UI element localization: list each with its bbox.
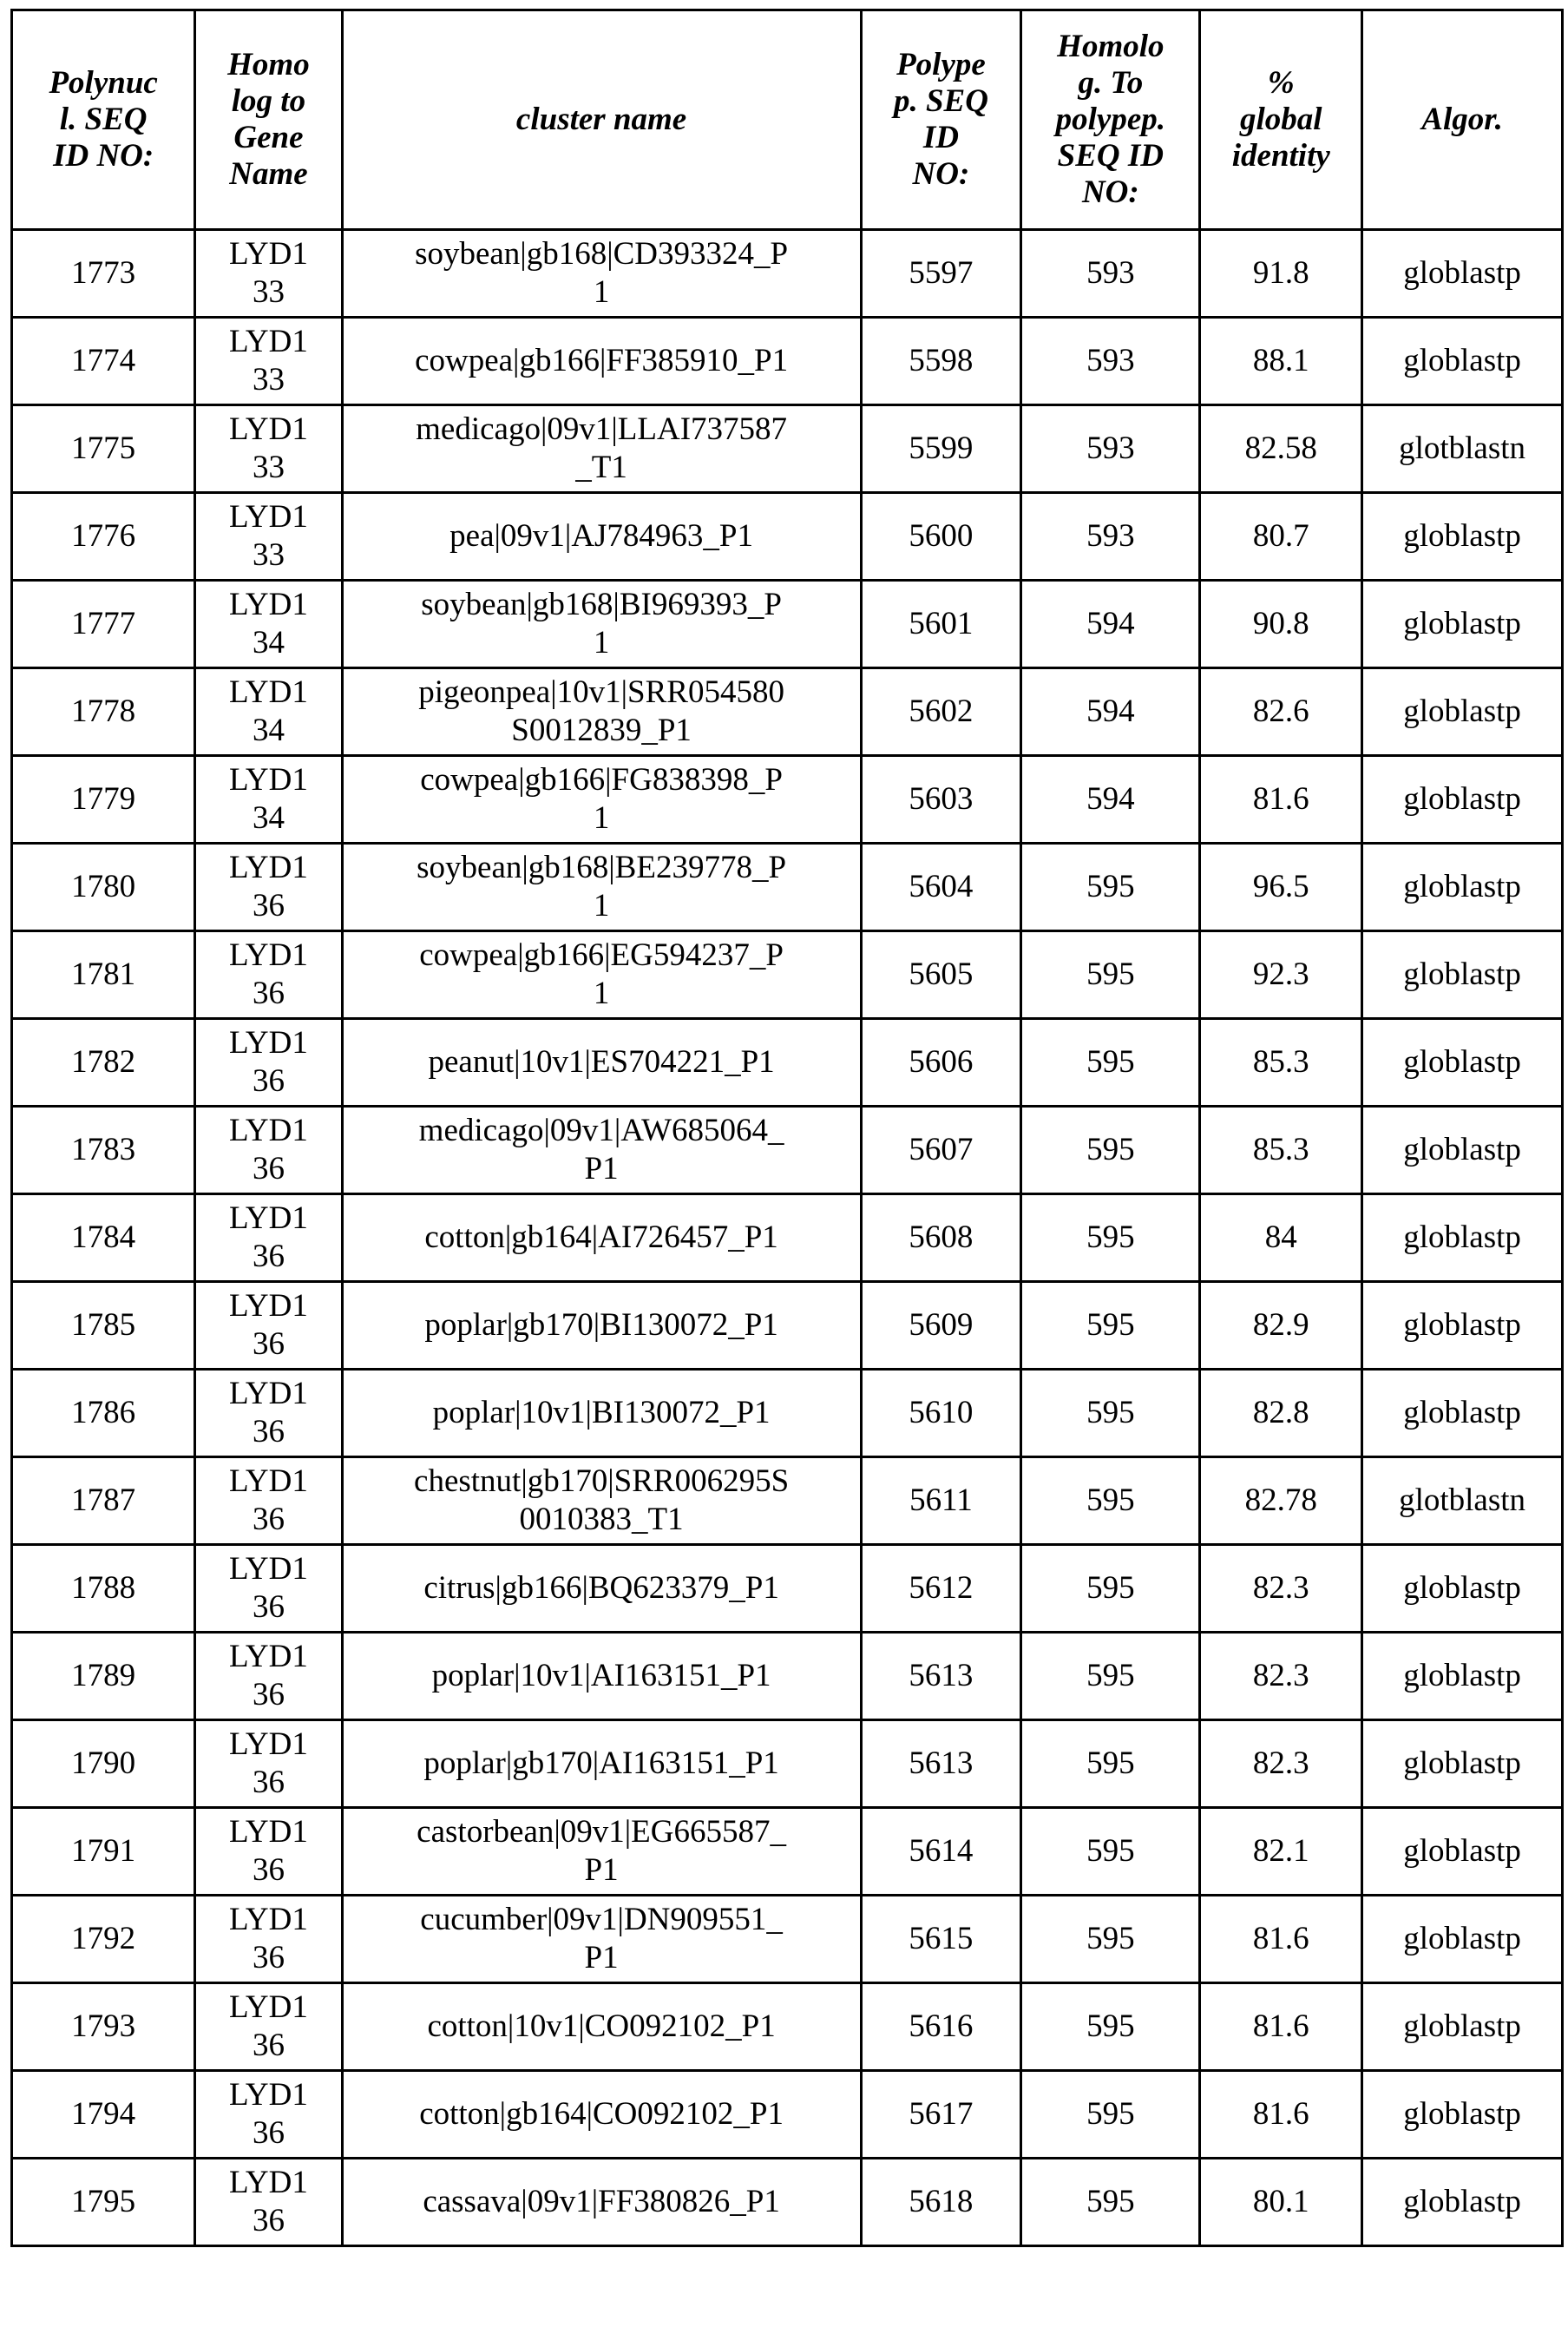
polypeptide-seq-id-cell: 5603 <box>861 756 1021 844</box>
polypeptide-seq-id-cell: 5606 <box>861 1019 1021 1107</box>
cluster-name-cell-line: medicago|09v1|AW685064_ <box>418 1113 784 1148</box>
gene-name-cell-line: LYD1 <box>229 1639 308 1674</box>
polynucleotide-seq-id-cell: 1789 <box>12 1633 195 1720</box>
table-row <box>12 1720 1563 1808</box>
cluster-name-cell <box>342 1983 861 2071</box>
gene-name-cell <box>195 581 342 668</box>
polypeptide-seq-id-cell: 5602 <box>861 668 1021 756</box>
polynucleotide-seq-id-cell: 1792 <box>12 1896 195 1983</box>
algorithm-cell: globlastp <box>1362 2159 1563 2246</box>
cluster-name-cell <box>342 1896 861 1983</box>
gene-name-cell <box>195 493 342 581</box>
polypeptide-seq-id-cell: 5605 <box>861 931 1021 1019</box>
cluster-name-cell-line: pea|09v1|AJ784963_P1 <box>449 518 754 554</box>
global-identity-cell: 84 <box>1200 1194 1362 1282</box>
table-row <box>12 931 1563 1019</box>
homolog-polypeptide-seq-id-cell: 595 <box>1021 1633 1200 1720</box>
header-line: identity <box>1231 138 1330 174</box>
gene-name-cell-line: LYD1 <box>229 2077 308 2113</box>
cluster-name-cell <box>342 2159 861 2246</box>
table-row <box>12 318 1563 405</box>
global-identity-cell: 82.58 <box>1200 405 1362 493</box>
polypeptide-seq-id-cell: 5614 <box>861 1808 1021 1896</box>
header-line: Name <box>229 156 308 192</box>
gene-name-cell-line: LYD1 <box>229 324 308 359</box>
table-row <box>12 1194 1563 1282</box>
gene-name-cell-line: 36 <box>252 1414 285 1449</box>
algorithm-cell: globlastp <box>1362 931 1563 1019</box>
homolog-polypeptide-seq-id-cell: 594 <box>1021 668 1200 756</box>
cluster-name-cell <box>342 931 861 1019</box>
cluster-name-cell-line: cotton|10v1|CO092102_P1 <box>427 2008 776 2044</box>
homolog-polypeptide-seq-id-cell: 595 <box>1021 1107 1200 1194</box>
cluster-name-cell-line: peanut|10v1|ES704221_P1 <box>428 1044 775 1080</box>
header-algorithm <box>1362 10 1563 230</box>
gene-name-cell-line: LYD1 <box>229 1902 308 1937</box>
gene-name-cell <box>195 1194 342 1282</box>
homolog-polypeptide-seq-id-cell: 595 <box>1021 1896 1200 1983</box>
cluster-name-cell <box>342 230 861 318</box>
polypeptide-seq-id-cell: 5613 <box>861 1633 1021 1720</box>
cluster-name-cell-line: poplar|10v1|BI130072_P1 <box>432 1395 771 1430</box>
algorithm-cell: globlastp <box>1362 844 1563 931</box>
gene-name-cell-line: 36 <box>252 1502 285 1537</box>
gene-name-cell-line: 36 <box>252 1063 285 1099</box>
table-row <box>12 1633 1563 1720</box>
gene-name-cell <box>195 844 342 931</box>
gene-name-cell-line: LYD1 <box>229 1726 308 1762</box>
header-line: log to <box>231 83 306 119</box>
gene-name-cell-line: 36 <box>252 1589 285 1625</box>
global-identity-cell: 81.6 <box>1200 1896 1362 1983</box>
header-line: Homolo <box>1057 29 1165 64</box>
cluster-name-cell-line: 1 <box>593 976 610 1011</box>
cluster-name-cell-line: castorbean|09v1|EG665587_ <box>417 1814 786 1850</box>
gene-name-cell-line: 36 <box>252 976 285 1011</box>
polypeptide-seq-id-cell: 5598 <box>861 318 1021 405</box>
header-cluster-name <box>342 10 861 230</box>
table-row <box>12 1457 1563 1545</box>
polynucleotide-seq-id-cell: 1776 <box>12 493 195 581</box>
gene-name-cell-line: LYD1 <box>229 587 308 622</box>
algorithm-cell: globlastp <box>1362 1983 1563 2071</box>
global-identity-cell: 96.5 <box>1200 844 1362 931</box>
polynucleotide-seq-id-cell: 1790 <box>12 1720 195 1808</box>
global-identity-cell: 82.78 <box>1200 1457 1362 1545</box>
gene-name-cell-line: LYD1 <box>229 674 308 710</box>
global-identity-cell: 82.8 <box>1200 1370 1362 1457</box>
polynucleotide-seq-id-cell: 1795 <box>12 2159 195 2246</box>
header-line: NO: <box>912 156 970 192</box>
gene-name-cell-line: 33 <box>252 537 285 573</box>
polypeptide-seq-id-cell: 5597 <box>861 230 1021 318</box>
gene-name-cell-line: LYD1 <box>229 937 308 973</box>
gene-name-cell <box>195 1896 342 1983</box>
header-line: Polynuc <box>49 65 158 101</box>
global-identity-cell: 85.3 <box>1200 1107 1362 1194</box>
algorithm-cell: globlastp <box>1362 756 1563 844</box>
algorithm-cell: globlastp <box>1362 318 1563 405</box>
gene-name-cell <box>195 2071 342 2159</box>
polypeptide-seq-id-cell: 5607 <box>861 1107 1021 1194</box>
cluster-name-cell-line: cowpea|gb166|FF385910_P1 <box>415 343 789 378</box>
polynucleotide-seq-id-cell: 1775 <box>12 405 195 493</box>
cluster-name-cell-line: chestnut|gb170|SRR006295S <box>414 1463 790 1499</box>
cluster-name-cell <box>342 1720 861 1808</box>
header-line: Polype <box>896 47 986 82</box>
table-row <box>12 844 1563 931</box>
algorithm-cell: globlastp <box>1362 493 1563 581</box>
gene-name-cell-line: LYD1 <box>229 1113 308 1148</box>
algorithm-cell: globlastp <box>1362 668 1563 756</box>
polypeptide-seq-id-cell: 5609 <box>861 1282 1021 1370</box>
header-homolog-gene-name <box>195 10 342 230</box>
algorithm-cell: globlastp <box>1362 230 1563 318</box>
header-line: SEQ ID <box>1057 138 1165 174</box>
gene-name-cell-line: LYD1 <box>229 850 308 885</box>
table-row <box>12 1896 1563 1983</box>
algorithm-cell: globlastp <box>1362 1808 1563 1896</box>
cluster-name-cell-line: cowpea|gb166|FG838398_P <box>420 762 783 798</box>
gene-name-cell-line: LYD1 <box>229 236 308 272</box>
cluster-name-cell-line: 0010383_T1 <box>519 1502 684 1537</box>
polypeptide-seq-id-cell: 5617 <box>861 2071 1021 2159</box>
gene-name-cell-line: 34 <box>252 625 285 661</box>
table-row <box>12 581 1563 668</box>
homolog-table <box>10 9 1564 2247</box>
global-identity-cell: 81.6 <box>1200 756 1362 844</box>
gene-name-cell <box>195 1019 342 1107</box>
global-identity-cell: 82.6 <box>1200 668 1362 756</box>
gene-name-cell <box>195 1633 342 1720</box>
table-header <box>12 10 1563 230</box>
polypeptide-seq-id-cell: 5608 <box>861 1194 1021 1282</box>
algorithm-cell: globlastp <box>1362 1896 1563 1983</box>
cluster-name-cell-line: soybean|gb168|BE239778_P <box>417 850 787 885</box>
homolog-polypeptide-seq-id-cell: 593 <box>1021 493 1200 581</box>
header-polypeptide-seq-id <box>861 10 1021 230</box>
gene-name-cell <box>195 1983 342 2071</box>
gene-name-cell <box>195 230 342 318</box>
header-line: ID <box>922 120 959 155</box>
gene-name-cell <box>195 668 342 756</box>
polynucleotide-seq-id-cell: 1794 <box>12 2071 195 2159</box>
cluster-name-cell-line: 1 <box>593 888 610 924</box>
homolog-polypeptide-seq-id-cell: 595 <box>1021 1019 1200 1107</box>
polynucleotide-seq-id-cell: 1780 <box>12 844 195 931</box>
polynucleotide-seq-id-cell: 1777 <box>12 581 195 668</box>
gene-name-cell-line: LYD1 <box>229 1376 308 1411</box>
global-identity-cell: 81.6 <box>1200 1983 1362 2071</box>
algorithm-cell: glotblastn <box>1362 1457 1563 1545</box>
header-line: cluster name <box>515 102 687 137</box>
homolog-polypeptide-seq-id-cell: 594 <box>1021 581 1200 668</box>
polynucleotide-seq-id-cell: 1784 <box>12 1194 195 1282</box>
gene-name-cell-line: 36 <box>252 2203 285 2238</box>
header-line: Gene <box>233 120 304 155</box>
gene-name-cell-line: 33 <box>252 450 285 485</box>
cluster-name-cell-line: cowpea|gb166|EG594237_P <box>419 937 784 973</box>
header-line: Homo <box>227 47 310 82</box>
gene-name-cell-line: 36 <box>252 1151 285 1187</box>
table-row <box>12 1370 1563 1457</box>
global-identity-cell: 88.1 <box>1200 318 1362 405</box>
cluster-name-cell <box>342 2071 861 2159</box>
polypeptide-seq-id-cell: 5601 <box>861 581 1021 668</box>
gene-name-cell-line: 36 <box>252 1940 285 1975</box>
homolog-polypeptide-seq-id-cell: 593 <box>1021 405 1200 493</box>
gene-name-cell-line: LYD1 <box>229 1551 308 1587</box>
gene-name-cell-line: 34 <box>252 800 285 836</box>
cluster-name-cell <box>342 1545 861 1633</box>
algorithm-cell: globlastp <box>1362 2071 1563 2159</box>
header-homolog-polypeptide-seq-id <box>1021 10 1200 230</box>
cluster-name-cell-line: cassava|09v1|FF380826_P1 <box>423 2184 780 2219</box>
gene-name-cell-line: LYD1 <box>229 1814 308 1850</box>
cluster-name-cell-line: soybean|gb168|CD393324_P <box>415 236 789 272</box>
gene-name-cell-line: LYD1 <box>229 762 308 798</box>
algorithm-cell: globlastp <box>1362 1107 1563 1194</box>
cluster-name-cell <box>342 405 861 493</box>
header-polynucleotide-seq-id <box>12 10 195 230</box>
polynucleotide-seq-id-cell: 1793 <box>12 1983 195 2071</box>
gene-name-cell <box>195 1282 342 1370</box>
gene-name-cell-line: 33 <box>252 362 285 398</box>
cluster-name-cell-line: medicago|09v1|LLAI737587 <box>416 411 788 447</box>
cluster-name-cell-line: 1 <box>593 274 610 310</box>
table-row <box>12 2159 1563 2246</box>
polynucleotide-seq-id-cell: 1774 <box>12 318 195 405</box>
polynucleotide-seq-id-cell: 1785 <box>12 1282 195 1370</box>
table-row <box>12 1019 1563 1107</box>
gene-name-cell-line: LYD1 <box>229 499 308 535</box>
polypeptide-seq-id-cell: 5599 <box>861 405 1021 493</box>
cluster-name-cell <box>342 1107 861 1194</box>
homolog-polypeptide-seq-id-cell: 595 <box>1021 2071 1200 2159</box>
polynucleotide-seq-id-cell: 1791 <box>12 1808 195 1896</box>
table-row <box>12 230 1563 318</box>
cluster-name-cell-line: _T1 <box>575 450 627 485</box>
homolog-polypeptide-seq-id-cell: 593 <box>1021 318 1200 405</box>
gene-name-cell-line: 36 <box>252 2028 285 2063</box>
cluster-name-cell-line: P1 <box>584 1940 619 1975</box>
homolog-polypeptide-seq-id-cell: 595 <box>1021 2159 1200 2246</box>
cluster-name-cell-line: soybean|gb168|BI969393_P <box>421 587 782 622</box>
gene-name-cell-line: 36 <box>252 1765 285 1800</box>
gene-name-cell-line: 36 <box>252 2115 285 2151</box>
homolog-polypeptide-seq-id-cell: 595 <box>1021 844 1200 931</box>
homolog-polypeptide-seq-id-cell: 593 <box>1021 230 1200 318</box>
cluster-name-cell <box>342 1019 861 1107</box>
polypeptide-seq-id-cell: 5615 <box>861 1896 1021 1983</box>
gene-name-cell <box>195 1720 342 1808</box>
polypeptide-seq-id-cell: 5611 <box>861 1457 1021 1545</box>
table-row <box>12 668 1563 756</box>
homolog-polypeptide-seq-id-cell: 594 <box>1021 756 1200 844</box>
algorithm-cell: globlastp <box>1362 1720 1563 1808</box>
polynucleotide-seq-id-cell: 1787 <box>12 1457 195 1545</box>
algorithm-cell: globlastp <box>1362 581 1563 668</box>
gene-name-cell <box>195 318 342 405</box>
polynucleotide-seq-id-cell: 1788 <box>12 1545 195 1633</box>
global-identity-cell: 80.7 <box>1200 493 1362 581</box>
homolog-polypeptide-seq-id-cell: 595 <box>1021 1808 1200 1896</box>
cluster-name-cell-line: pigeonpea|10v1|SRR054580 <box>418 674 784 710</box>
homolog-table-container <box>10 9 1564 2247</box>
cluster-name-cell-line: poplar|10v1|AI163151_P1 <box>431 1658 771 1693</box>
cluster-name-cell <box>342 493 861 581</box>
gene-name-cell <box>195 2159 342 2246</box>
algorithm-cell: globlastp <box>1362 1545 1563 1633</box>
cluster-name-cell <box>342 1370 861 1457</box>
global-identity-cell: 82.3 <box>1200 1545 1362 1633</box>
polynucleotide-seq-id-cell: 1782 <box>12 1019 195 1107</box>
cluster-name-cell-line: poplar|gb170|AI163151_P1 <box>423 1745 779 1781</box>
gene-name-cell <box>195 931 342 1019</box>
polypeptide-seq-id-cell: 5604 <box>861 844 1021 931</box>
cluster-name-cell <box>342 318 861 405</box>
table-row <box>12 1808 1563 1896</box>
gene-name-cell-line: 36 <box>252 1852 285 1888</box>
global-identity-cell: 82.9 <box>1200 1282 1362 1370</box>
header-line: polypep. <box>1055 102 1166 137</box>
header-line: g. To <box>1078 65 1144 101</box>
header-row <box>12 10 1563 230</box>
cluster-name-cell-line: 1 <box>593 625 610 661</box>
homolog-polypeptide-seq-id-cell: 595 <box>1021 1282 1200 1370</box>
global-identity-cell: 92.3 <box>1200 931 1362 1019</box>
polynucleotide-seq-id-cell: 1778 <box>12 668 195 756</box>
polypeptide-seq-id-cell: 5613 <box>861 1720 1021 1808</box>
gene-name-cell <box>195 756 342 844</box>
cluster-name-cell-line: cotton|gb164|CO092102_P1 <box>419 2096 784 2132</box>
gene-name-cell <box>195 1545 342 1633</box>
polynucleotide-seq-id-cell: 1773 <box>12 230 195 318</box>
table-body <box>12 230 1563 2246</box>
cluster-name-cell-line: citrus|gb166|BQ623379_P1 <box>423 1570 779 1606</box>
polynucleotide-seq-id-cell: 1781 <box>12 931 195 1019</box>
cluster-name-cell-line: P1 <box>584 1852 619 1888</box>
polypeptide-seq-id-cell: 5618 <box>861 2159 1021 2246</box>
gene-name-cell <box>195 1808 342 1896</box>
gene-name-cell-line: 33 <box>252 274 285 310</box>
algorithm-cell: glotblastn <box>1362 405 1563 493</box>
cluster-name-cell-line: cucumber|09v1|DN909551_ <box>420 1902 783 1937</box>
polynucleotide-seq-id-cell: 1779 <box>12 756 195 844</box>
gene-name-cell-line: LYD1 <box>229 2165 308 2200</box>
header-line: Algor. <box>1421 102 1503 137</box>
gene-name-cell <box>195 1370 342 1457</box>
gene-name-cell-line: LYD1 <box>229 1463 308 1499</box>
global-identity-cell: 91.8 <box>1200 230 1362 318</box>
cluster-name-cell <box>342 1808 861 1896</box>
cluster-name-cell <box>342 1457 861 1545</box>
gene-name-cell-line: LYD1 <box>229 1989 308 2025</box>
cluster-name-cell <box>342 844 861 931</box>
homolog-polypeptide-seq-id-cell: 595 <box>1021 931 1200 1019</box>
header-line: % <box>1267 65 1295 101</box>
algorithm-cell: globlastp <box>1362 1633 1563 1720</box>
gene-name-cell <box>195 405 342 493</box>
polypeptide-seq-id-cell: 5600 <box>861 493 1021 581</box>
header-global-identity <box>1200 10 1362 230</box>
gene-name-cell-line: LYD1 <box>229 1025 308 1061</box>
gene-name-cell <box>195 1107 342 1194</box>
algorithm-cell: globlastp <box>1362 1282 1563 1370</box>
cluster-name-cell-line: poplar|gb170|BI130072_P1 <box>424 1307 778 1343</box>
gene-name-cell <box>195 1457 342 1545</box>
gene-name-cell-line: LYD1 <box>229 1200 308 1236</box>
table-row <box>12 405 1563 493</box>
global-identity-cell: 80.1 <box>1200 2159 1362 2246</box>
cluster-name-cell <box>342 1282 861 1370</box>
cluster-name-cell <box>342 668 861 756</box>
global-identity-cell: 82.3 <box>1200 1720 1362 1808</box>
table-row <box>12 1545 1563 1633</box>
polypeptide-seq-id-cell: 5612 <box>861 1545 1021 1633</box>
table-row <box>12 756 1563 844</box>
homolog-polypeptide-seq-id-cell: 595 <box>1021 1194 1200 1282</box>
header-line: global <box>1240 102 1322 137</box>
global-identity-cell: 81.6 <box>1200 2071 1362 2159</box>
gene-name-cell-line: 36 <box>252 1677 285 1712</box>
gene-name-cell-line: LYD1 <box>229 1288 308 1324</box>
global-identity-cell: 90.8 <box>1200 581 1362 668</box>
table-row <box>12 1983 1563 2071</box>
global-identity-cell: 82.3 <box>1200 1633 1362 1720</box>
polypeptide-seq-id-cell: 5616 <box>861 1983 1021 2071</box>
homolog-polypeptide-seq-id-cell: 595 <box>1021 1457 1200 1545</box>
gene-name-cell-line: 34 <box>252 713 285 748</box>
polypeptide-seq-id-cell: 5610 <box>861 1370 1021 1457</box>
gene-name-cell-line: LYD1 <box>229 411 308 447</box>
header-line: ID NO: <box>53 138 154 174</box>
cluster-name-cell <box>342 1633 861 1720</box>
algorithm-cell: globlastp <box>1362 1370 1563 1457</box>
header-line: NO: <box>1081 174 1139 210</box>
cluster-name-cell-line: P1 <box>584 1151 619 1187</box>
cluster-name-cell <box>342 756 861 844</box>
header-line: p. SEQ <box>893 83 988 119</box>
algorithm-cell: globlastp <box>1362 1019 1563 1107</box>
homolog-polypeptide-seq-id-cell: 595 <box>1021 1983 1200 2071</box>
cluster-name-cell <box>342 1194 861 1282</box>
cluster-name-cell-line: S0012839_P1 <box>511 713 692 748</box>
algorithm-cell: globlastp <box>1362 1194 1563 1282</box>
header-line: l. SEQ <box>59 102 148 137</box>
cluster-name-cell-line: cotton|gb164|AI726457_P1 <box>424 1219 778 1255</box>
global-identity-cell: 85.3 <box>1200 1019 1362 1107</box>
table-row <box>12 1107 1563 1194</box>
table-row <box>12 1282 1563 1370</box>
table-row <box>12 493 1563 581</box>
table-row <box>12 2071 1563 2159</box>
global-identity-cell: 82.1 <box>1200 1808 1362 1896</box>
gene-name-cell-line: 36 <box>252 888 285 924</box>
polynucleotide-seq-id-cell: 1786 <box>12 1370 195 1457</box>
homolog-polypeptide-seq-id-cell: 595 <box>1021 1545 1200 1633</box>
homolog-polypeptide-seq-id-cell: 595 <box>1021 1720 1200 1808</box>
cluster-name-cell-line: 1 <box>593 800 610 836</box>
polynucleotide-seq-id-cell: 1783 <box>12 1107 195 1194</box>
gene-name-cell-line: 36 <box>252 1326 285 1362</box>
homolog-polypeptide-seq-id-cell: 595 <box>1021 1370 1200 1457</box>
gene-name-cell-line: 36 <box>252 1239 285 1274</box>
cluster-name-cell <box>342 581 861 668</box>
